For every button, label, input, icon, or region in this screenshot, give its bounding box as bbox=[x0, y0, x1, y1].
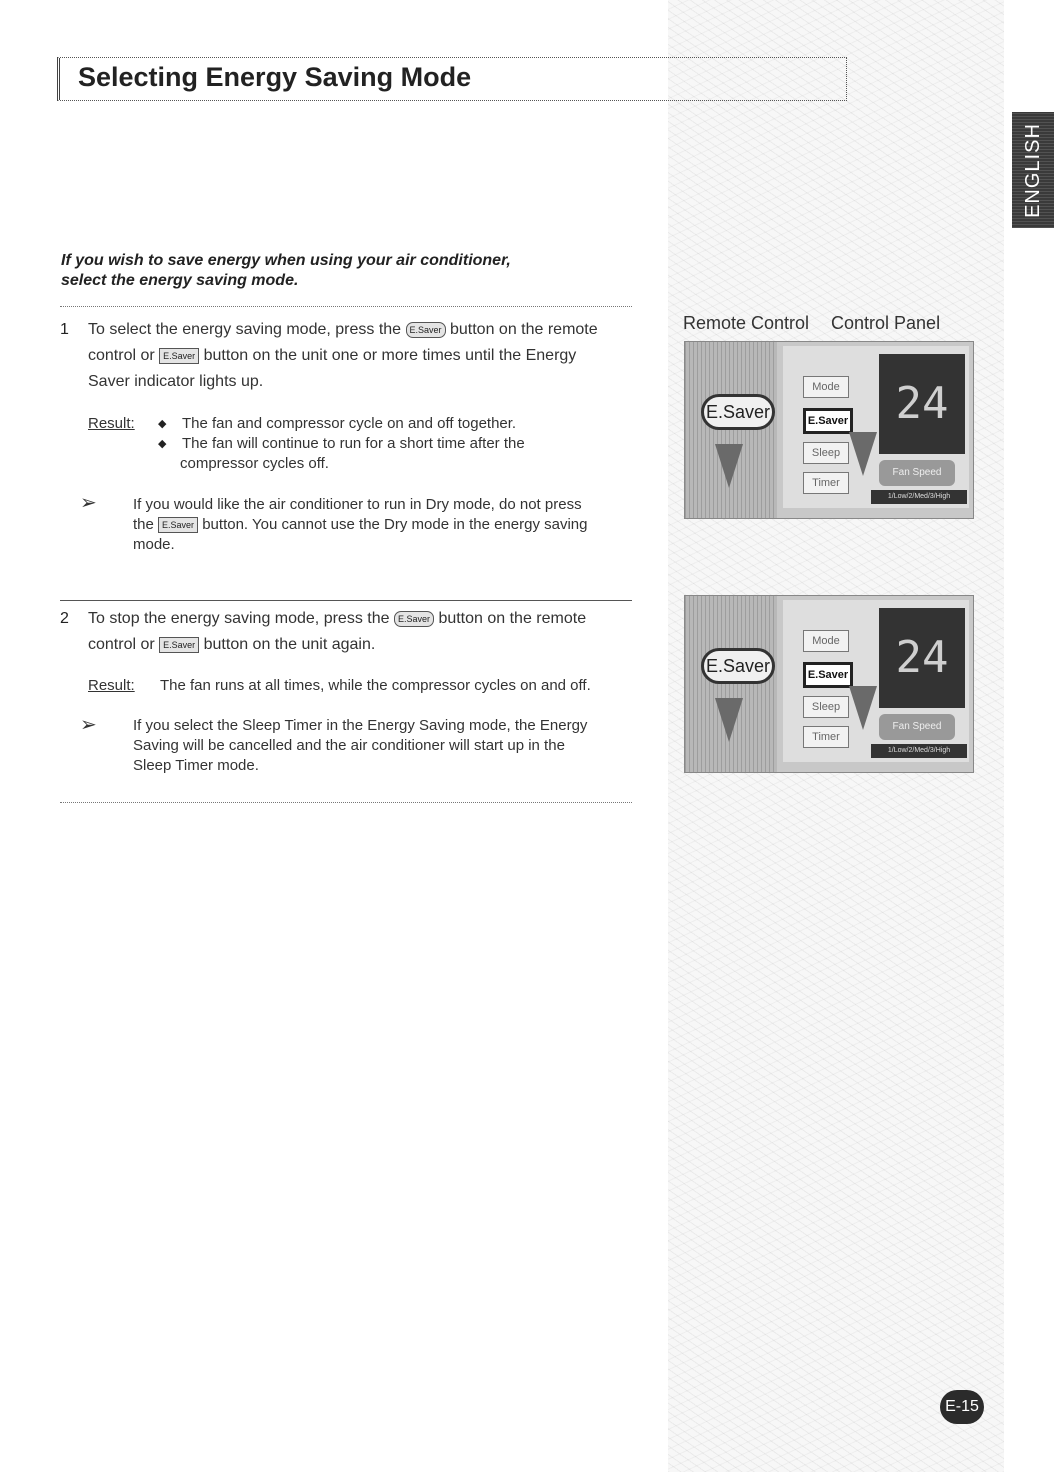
remote-control-label: Remote Control bbox=[683, 313, 810, 333]
finger-icon-1b bbox=[849, 432, 877, 476]
step-1-line-1b: button on the remote bbox=[449, 321, 598, 338]
step-1-line-2 bbox=[88, 343, 648, 369]
unit-esaver-chip: E.Saver bbox=[159, 348, 199, 364]
step-1-result-label: Result: bbox=[88, 415, 135, 432]
step-1-note-line-3: mode. bbox=[133, 536, 175, 553]
temperature-display-1: 24 bbox=[879, 354, 965, 454]
step-2-result-text: The fan runs at all times, while the compressor cycles on and off. bbox=[160, 677, 591, 694]
speed-indicator-1: 1/Low/2/Med/3/High bbox=[871, 490, 967, 504]
esaver-button-1: E.Saver bbox=[803, 408, 853, 434]
divider-bottom bbox=[60, 802, 632, 803]
step-2-line-2a: control or bbox=[88, 636, 155, 653]
note-arrow-icon-2: ➢ bbox=[80, 714, 97, 736]
step-2-line-2 bbox=[88, 632, 648, 658]
page-title-box bbox=[57, 57, 847, 101]
esaver-button-2: E.Saver bbox=[803, 662, 853, 688]
timer-button-2: Timer bbox=[803, 726, 849, 748]
finger-icon-2 bbox=[715, 698, 743, 742]
step-2-line-1 bbox=[88, 606, 648, 632]
mode-button-2: Mode bbox=[803, 630, 849, 652]
note-esaver-chip: E.Saver bbox=[158, 517, 198, 533]
remote-esaver-chip: E.Saver bbox=[406, 322, 446, 338]
remote-image-2 bbox=[685, 596, 777, 772]
language-tab-label: ENGLISH bbox=[1021, 122, 1044, 218]
step-1-note bbox=[133, 495, 653, 555]
fan-speed-button-2: Fan Speed bbox=[879, 714, 955, 740]
step-1-bullet-2-cont: compressor cycles off. bbox=[180, 455, 329, 472]
bullet-1-icon: ◆ bbox=[158, 418, 167, 430]
fan-speed-button-1: Fan Speed bbox=[879, 460, 955, 486]
intro-line-1: If you wish to save energy when using your air conditioner, bbox=[61, 252, 511, 269]
step-1-bullet-1: The fan and compressor cycle on and off together. bbox=[182, 415, 517, 432]
control-panel-image-2 bbox=[783, 600, 969, 762]
finger-icon-2b bbox=[849, 686, 877, 730]
step-1-number: 1 bbox=[60, 321, 69, 338]
step-2-text bbox=[88, 606, 648, 658]
step-1-note-line-1: If you would like the air conditioner to run in Dry mode, do not press bbox=[133, 496, 582, 513]
step-1-line-2a: control or bbox=[88, 347, 155, 364]
step-1-note-line-2a: the bbox=[133, 516, 154, 533]
note-arrow-icon: ➢ bbox=[80, 492, 97, 514]
sleep-button-1: Sleep bbox=[803, 442, 849, 464]
step-2-line-1a: To stop the energy saving mode, press the bbox=[88, 610, 390, 627]
step-1-text bbox=[88, 317, 648, 395]
finger-icon-1 bbox=[715, 444, 743, 488]
unit-esaver-chip-2: E.Saver bbox=[159, 637, 199, 653]
remote-esaver-button-1: E.Saver bbox=[701, 394, 775, 430]
remote-esaver-chip-2: E.Saver bbox=[394, 611, 434, 627]
page-number-badge: E-15 bbox=[940, 1390, 984, 1424]
control-panel-label: Control Panel bbox=[831, 313, 941, 333]
step-1-line-2b: button on the unit one or more times until the Energy bbox=[203, 347, 577, 364]
timer-button-1: Timer bbox=[803, 472, 849, 494]
temperature-display-2: 24 bbox=[879, 608, 965, 708]
step-1-line-1 bbox=[88, 317, 648, 343]
step-2-note-line-2: Saving will be cancelled and the air conditioner will start up in the bbox=[133, 737, 565, 754]
step-2-note-line-1: If you select the Sleep Timer in the Energy Saving mode, the Energy bbox=[133, 717, 588, 734]
bullet-2-icon: ◆ bbox=[158, 438, 167, 450]
panel-figure-1 bbox=[684, 341, 974, 519]
step-1-bullet-2: The fan will continue to run for a short time after the bbox=[182, 435, 525, 452]
intro-line-2: select the energy saving mode. bbox=[61, 272, 299, 289]
step-1-line-1a: To select the energy saving mode, press the bbox=[88, 321, 402, 338]
page-title: Selecting Energy Saving Mode bbox=[78, 62, 472, 92]
language-tab bbox=[1012, 112, 1054, 228]
step-1-note-line-2b: button. You cannot use the Dry mode in the energy saving bbox=[202, 516, 588, 533]
control-panel-image-1 bbox=[783, 346, 969, 508]
step-1-line-3: Saver indicator lights up. bbox=[88, 373, 264, 390]
divider-top bbox=[60, 306, 632, 307]
step-1-note-line-2 bbox=[133, 515, 653, 535]
step-2-line-1b: button on the remote bbox=[438, 610, 587, 627]
step-2-number: 2 bbox=[60, 610, 69, 627]
speed-indicator-2: 1/Low/2/Med/3/High bbox=[871, 744, 967, 758]
step-2-note-line-3: Sleep Timer mode. bbox=[133, 757, 259, 774]
panel-figure-2 bbox=[684, 595, 974, 773]
remote-image-1 bbox=[685, 342, 777, 518]
intro-text bbox=[61, 251, 601, 291]
sleep-button-2: Sleep bbox=[803, 696, 849, 718]
remote-esaver-button-2: E.Saver bbox=[701, 648, 775, 684]
step-2-result-label: Result: bbox=[88, 677, 135, 694]
divider-middle bbox=[60, 600, 632, 601]
mode-button-1: Mode bbox=[803, 376, 849, 398]
step-2-line-2b: button on the unit again. bbox=[203, 636, 376, 653]
step-2-note bbox=[133, 716, 653, 776]
